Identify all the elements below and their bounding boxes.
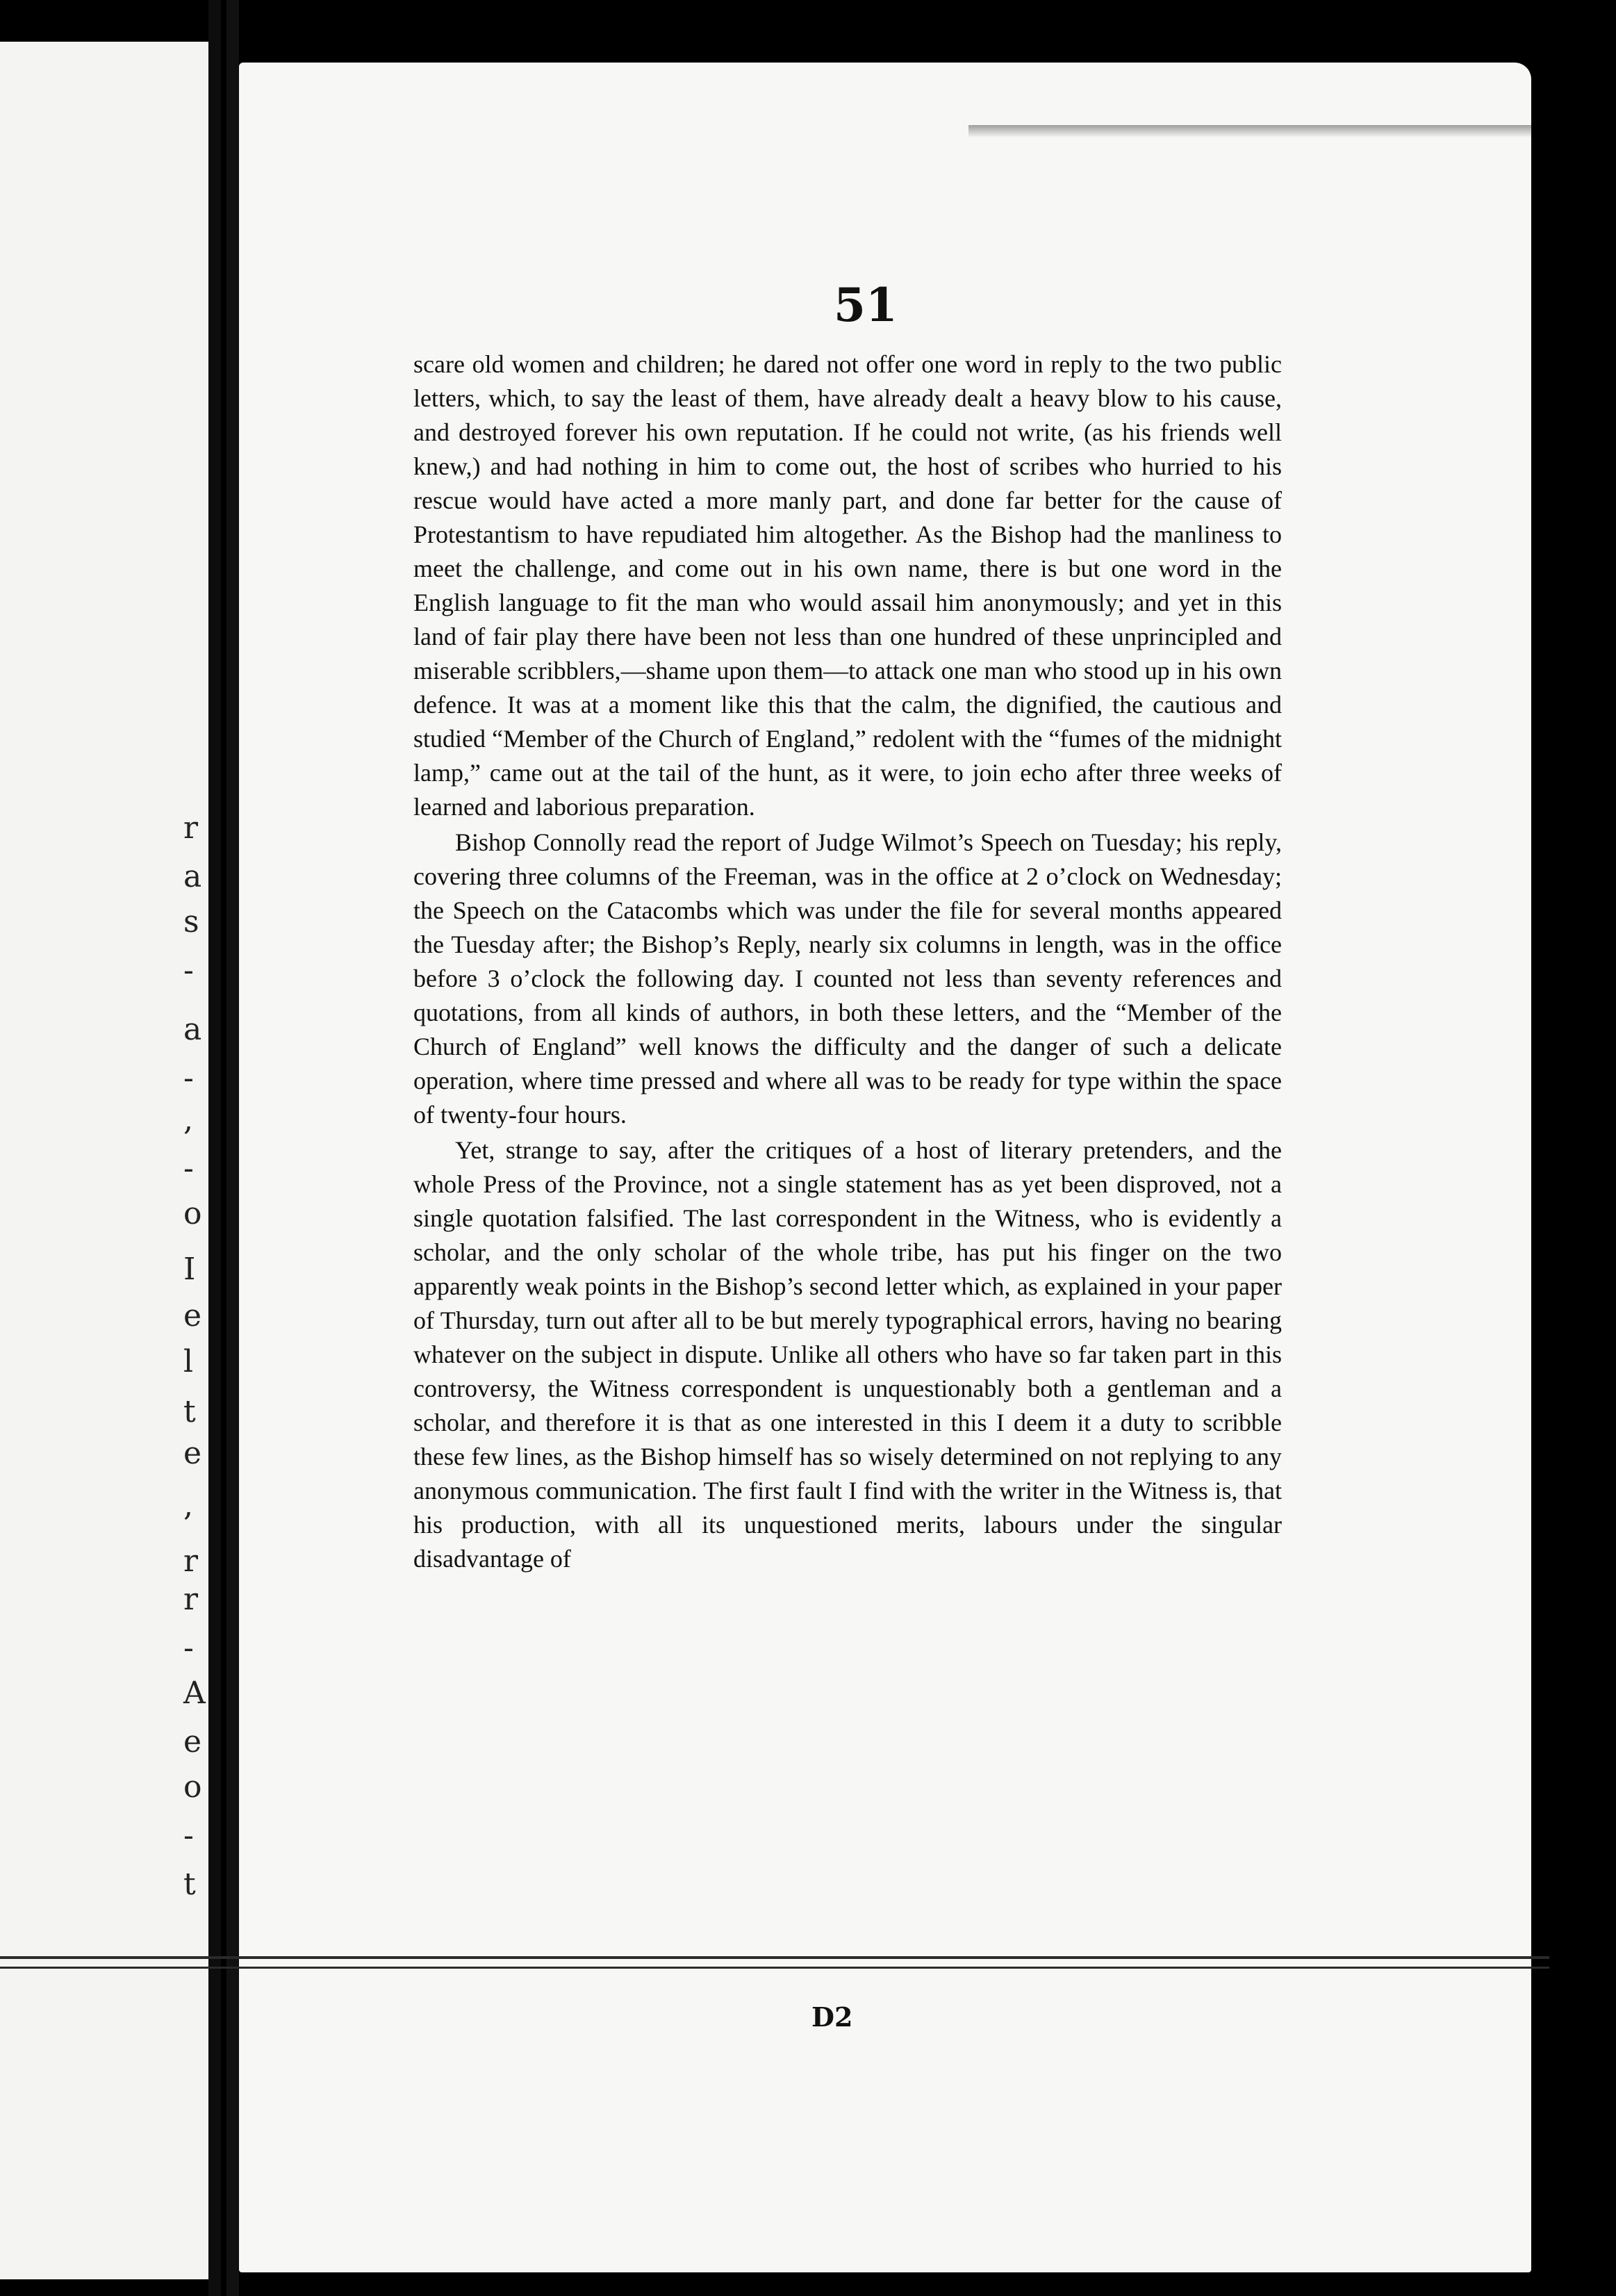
- margin-fragment: ,: [183, 1488, 193, 1523]
- margin-fragment: a: [183, 1012, 202, 1047]
- margin-fragment: -: [183, 1060, 194, 1096]
- margin-fragment: I: [183, 1252, 196, 1287]
- margin-fragment: o: [183, 1769, 202, 1805]
- margin-fragment: t: [183, 1867, 196, 1902]
- paragraph: scare old women and children; he dared not offer one word in reply to the two public letters, which, to say the least of them, have already dealt a heavy blow to his cause, and destroyed forever his own reputation. If he could not write, (as his friends well knew,) and had nothing in him to come out, the host of scribes who hurried to his rescue would have acted a more manly part, and done far better for the cause of Protestantism to have repudiated him altogether. As the Bishop had the manliness to meet the challenge, and come out in his own name, there is but one word in the English language to fit the man who would assail him anonymously; and yet in this land of fair play there have been not less than one hundred of these unprincipled and miserable scribblers,—shame upon them—to attack one man who stood up in his own defence. It was at a moment like this that the calm, the dignified, the cautious and studied “Member of the Church of England,” redolent with the “fumes of the midnight lamp,” came out at the tail of the hunt, as it were, to join echo after three weeks of learned and laborious preparation.: [413, 350, 1282, 821]
- margin-fragment: a: [183, 859, 202, 894]
- margin-fragment: r: [183, 1582, 199, 1617]
- margin-fragment: t: [183, 1394, 196, 1429]
- margin-fragment: -: [183, 953, 194, 988]
- margin-fragment: l: [183, 1344, 194, 1379]
- body-text: [413, 347, 1282, 1576]
- footer-rule: [0, 1967, 1549, 1969]
- paragraph: Bishop Connolly read the report of Judge Wilmot’s Speech on Tuesday; his reply, covering three columns of the Freeman, was in the office at 2 o’clock on Wednesday; the Speech on the Catacombs which was under the file for several months appeared the Tuesday after; the Bishop’s Reply, nearly six columns in length, was in the office before 3 o’clock the following day. I counted not less than seventy references and quotations, from all kinds of authors, in both these letters, and the “Member of the Church of England” well knows the difficulty and the danger of such a delicate operation, where time pressed and where all was to be ready for type within the space of twenty-four hours.: [413, 828, 1282, 1129]
- margin-fragment: A: [183, 1675, 206, 1711]
- margin-fragment: -: [183, 1818, 194, 1853]
- margin-fragment: -: [183, 1630, 194, 1666]
- footer-rule: [0, 1956, 1549, 1959]
- page-top-shadow: [968, 125, 1531, 138]
- margin-fragment: o: [183, 1196, 202, 1231]
- gutter-rule: [226, 0, 239, 2296]
- margin-fragment: -: [183, 1151, 194, 1186]
- margin-fragment: ,: [183, 1102, 193, 1138]
- margin-fragment: r: [183, 1543, 199, 1579]
- margin-fragment: e: [183, 1724, 202, 1760]
- margin-fragment: s: [183, 904, 199, 940]
- margin-fragment: e: [183, 1298, 202, 1334]
- signature-mark: D2: [811, 2001, 853, 2033]
- facing-page-edge: [0, 42, 208, 2279]
- margin-fragment: e: [183, 1436, 202, 1471]
- page-number: 51: [834, 278, 898, 332]
- margin-fragment: r: [183, 810, 199, 846]
- paragraph: Yet, strange to say, after the critiques of a host of literary pretenders, and the whole Press of the Province, not a single statement has as yet been disproved, not a single quotation falsified. The last correspondent in the Witness, who is evidently a scholar, and the only scholar of the whole tribe, has put his finger on the two apparently weak points in the Bishop’s second letter which, as explained in your paper of Thursday, turn out after all to be but merely typographical errors, having no bearing whatever on the subject in dispute. Unlike all others who have so far taken part in this controversy, the Witness correspondent is unquestionably both a gentleman and a scholar, and therefore it is that as one interested in this I deem it a duty to scribble these few lines, as the Bishop himself has so wisely determined on not replying to any anonymous communication. The first fault I find with the writer in the Witness is, that his production, with all its unquestioned merits, labours under the singular disadvantage of: [413, 1136, 1282, 1573]
- gutter-rule: [208, 0, 221, 2296]
